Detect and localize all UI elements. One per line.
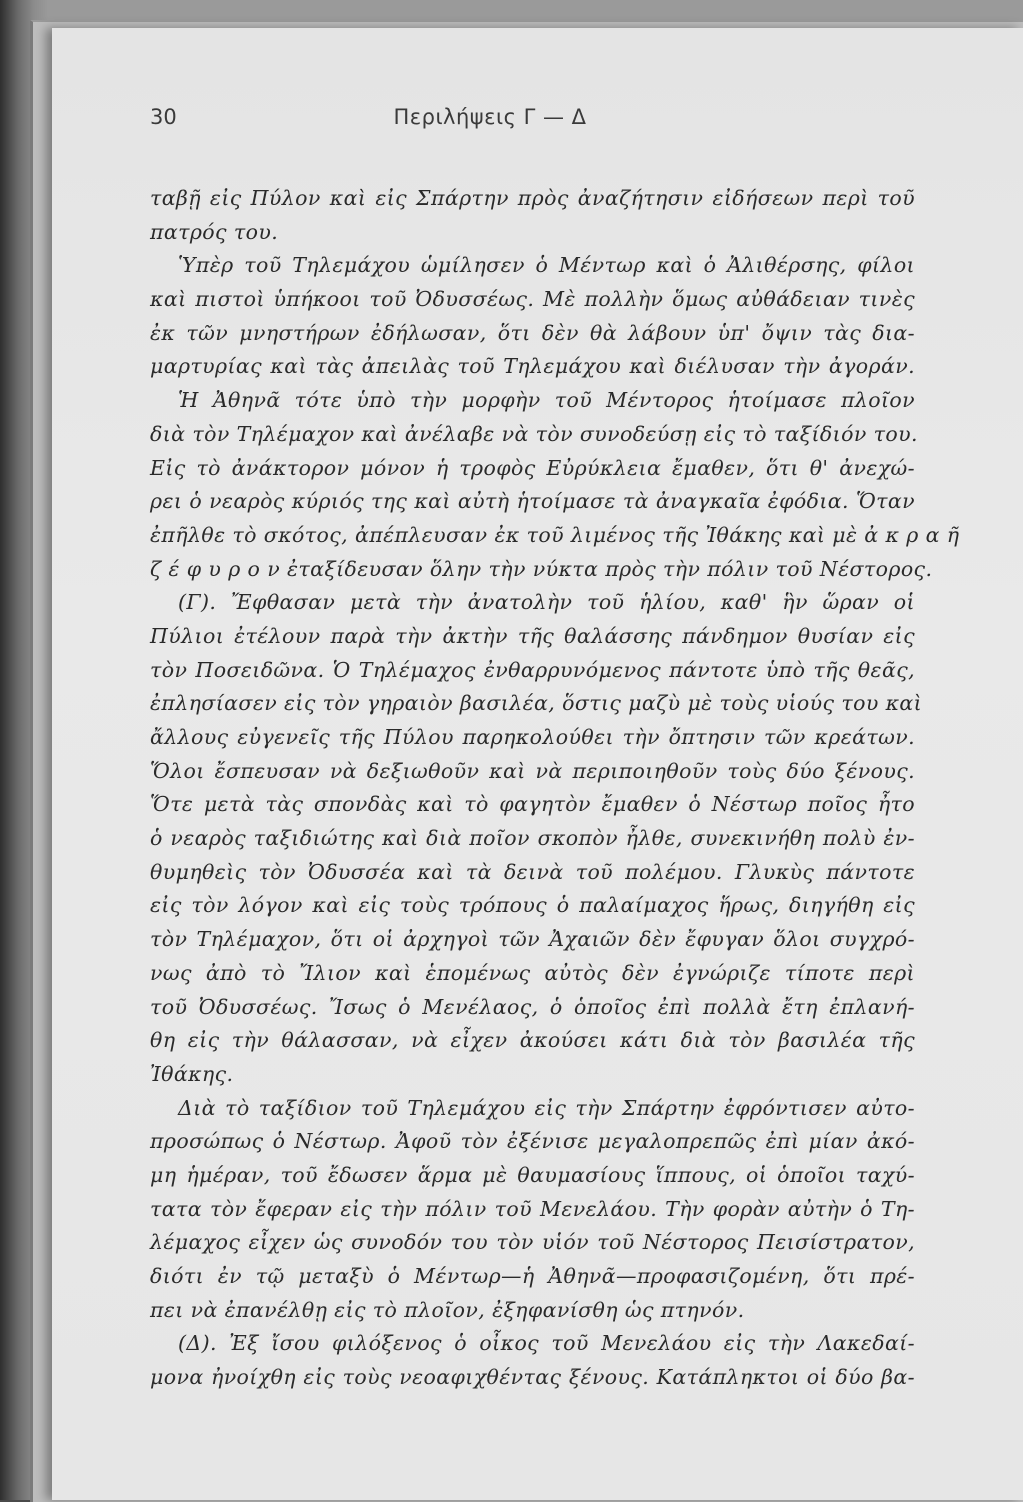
page-header (150, 105, 830, 145)
text-line: Ἡ Ἀθηνᾶ τότε ὑπὸ τὴν μορφὴν τοῦ Μέντορος ἡτοίμασε πλοῖον (178, 388, 915, 413)
text-line: (Δ). Ἐξ ἴσου φιλόξενος ὁ οἶκος τοῦ Μενελάου εἰς τὴν Λακεδαί- (178, 1331, 915, 1356)
text-line: ρει ὁ νεαρὸς κύριός της καὶ αὐτὴ ἡτοίμασε τὰ ἀναγκαῖα ἐφόδια. Ὅταν (150, 489, 915, 514)
text-line: Ὅτε μετὰ τὰς σπονδὰς καὶ τὸ φαγητὸν ἔμαθεν ὁ Νέστωρ ποῖος ἦτο (150, 792, 915, 817)
text-line: πει νὰ ἐπανέλθῃ εἰς τὸ πλοῖον, ἐξηφανίσθη ὡς πτηνόν. (150, 1297, 745, 1322)
text-line: νως ἀπὸ τὸ Ἴλιον καὶ ἑπομένως αὐτὸς δὲν ἐγνώριζε τίποτε περὶ (150, 960, 915, 985)
text-line: ταβῇ εἰς Πύλον καὶ εἰς Σπάρτην πρὸς ἀναζήτησιν εἰδήσεων περὶ τοῦ (150, 186, 915, 210)
text-line: θυμηθεὶς τὸν Ὀδυσσέα καὶ τὰ δεινὰ τοῦ πολέμου. Γλυκὺς πάντοτε (150, 859, 915, 884)
text-line: τὸν Τηλέμαχον, ὅτι οἱ ἀρχηγοὶ τῶν Ἀχαιῶν δὲν ἔφυγαν ὅλοι συγχρό- (150, 927, 915, 952)
text-line: τατα τὸν ἔφεραν εἰς τὴν πόλιν τοῦ Μενελάου. Τὴν φορὰν αὐτὴν ὁ Τη- (150, 1196, 915, 1221)
body-text (150, 182, 960, 1395)
text-line: διότι ἐν τῷ μεταξὺ ὁ Μέντωρ—ἡ Ἀθηνᾶ—προφασιζομένη, ὅτι πρέ- (150, 1264, 915, 1288)
text-line: πατρός του. (150, 219, 279, 244)
text-line: μαρτυρίας καὶ τὰς ἀπειλὰς τοῦ Τηλεμάχου καὶ διέλυσαν τὴν ἀγοράν. (150, 354, 915, 379)
text-line: Εἰς τὸ ἀνάκτορον μόνον ἡ τροφὸς Εὐρύκλεια ἔμαθεν, ὅτι θ' ἀνεχώ- (150, 455, 915, 480)
text-line: μονα ἠνοίχθη εἰς τοὺς νεοαφιχθέντας ξένους. Κατάπληκτοι οἱ δύο βα- (150, 1365, 915, 1390)
text-line: τοῦ Ὀδυσσέως. Ἴσως ὁ Μενέλαος, ὁ ὁποῖος ἐπὶ πολλὰ ἔτη ἐπλανή- (150, 994, 915, 1019)
text-line: προσώπως ὁ Νέστωρ. Ἀφοῦ τὸν ἐξένισε μεγαλοπρεπῶς ἐπὶ μίαν ἀκό- (150, 1129, 915, 1154)
text-line: καὶ πιστοὶ ὑπήκοοι τοῦ Ὀδυσσέως. Μὲ πολλὴν ὅμως αὐθάδειαν τινὲς (150, 287, 915, 312)
running-title: Περιλήψεις Γ — Δ (393, 105, 587, 129)
text-line: ζ έ φ υ ρ ο ν ἐταξίδευσαν ὅλην τὴν νύκτα πρὸς τὴν πόλιν τοῦ Νέστορος. (150, 556, 933, 581)
text-line: Διὰ τὸ ταξίδιον τοῦ Τηλεμάχου εἰς τὴν Σπάρτην ἐφρόντισεν αὐτο- (178, 1095, 915, 1120)
text-line: ἐπλησίασεν εἰς τὸν γηραιὸν βασιλέα, ὅστις μαζὺ μὲ τοὺς υἱούς του καὶ (150, 691, 923, 716)
text-line: Πύλιοι ἐτέλουν παρὰ τὴν ἀκτὴν τῆς θαλάσσης πάνδημον θυσίαν εἰς (150, 623, 915, 648)
text-line: ὁ νεαρὸς ταξιδιώτης καὶ διὰ ποῖον σκοπὸν ἦλθε, συνεκινήθη πολὺ ἐν- (150, 826, 915, 851)
text-line: ἐπῆλθε τὸ σκότος, ἀπέπλευσαν ἐκ τοῦ λιμένος τῆς Ἰθάκης καὶ μὲ ἀ κ ρ α ῆ (150, 522, 960, 547)
text-line: μη ἡμέραν, τοῦ ἔδωσεν ἅρμα μὲ θαυμασίους ἵππους, οἱ ὁποῖοι ταχύ- (150, 1162, 915, 1187)
text-line: (Γ). Ἔφθασαν μετὰ τὴν ἀνατολὴν τοῦ ἡλίου, καθ' ἣν ὥραν οἱ (178, 590, 915, 615)
text-line: διὰ τὸν Τηλέμαχον καὶ ἀνέλαβε νὰ τὸν συνοδεύσῃ εἰς τὸ ταξίδιόν του. (150, 421, 918, 446)
page-number: 30 (150, 105, 177, 129)
text-line: λέμαχος εἶχεν ὡς συνοδόν του τὸν υἱόν τοῦ Νέστορος Πεισίστρατον, (150, 1230, 915, 1255)
text-line: θη εἰς τὴν θάλασσαν, νὰ εἶχεν ἀκούσει κάτι διὰ τὸν βασιλέα τῆς (150, 1028, 915, 1053)
text-line: εἰς τὸν λόγον καὶ εἰς τοὺς τρόπους ὁ παλαίμαχος ἥρως, διηγήθη εἰς (150, 893, 915, 918)
text-line: Ὑπὲρ τοῦ Τηλεμάχου ὡμίλησεν ὁ Μέντωρ καὶ ὁ Ἀλιθέρσης, φίλοι (178, 253, 915, 278)
text-line: Ὅλοι ἔσπευσαν νὰ δεξιωθοῦν καὶ νὰ περιποιηθοῦν τοὺς δύο ξένους. (150, 758, 915, 783)
text-line: Ἰθάκης. (150, 1061, 234, 1086)
text-line: τὸν Ποσειδῶνα. Ὁ Τηλέμαχος ἐνθαρρυνόμενος πάντοτε ὑπὸ τῆς θεᾶς, (150, 657, 915, 682)
text-line: ἐκ τῶν μνηστήρων ἐδήλωσαν, ὅτι δὲν θὰ λάβουν ὑπ' ὄψιν τὰς δια- (150, 320, 915, 345)
text-line: ἄλλους εὐγενεῖς τῆς Πύλου παρηκολούθει τὴν ὄπτησιν τῶν κρεάτων. (150, 725, 915, 749)
